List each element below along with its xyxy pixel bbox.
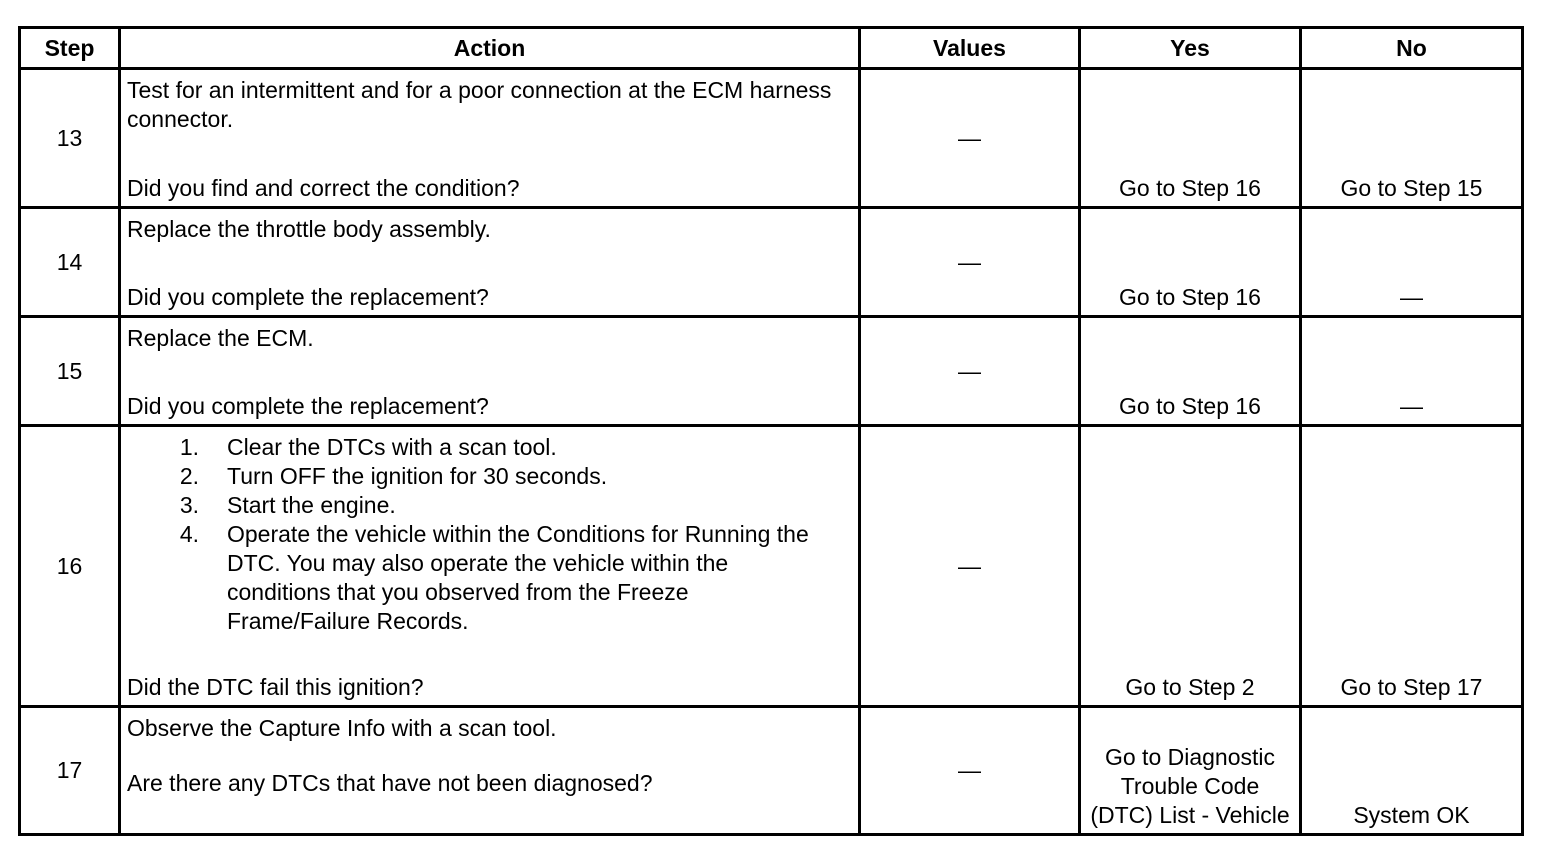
header-action: Action: [120, 28, 860, 69]
action-cell: [120, 426, 860, 707]
table-row: [20, 707, 1523, 835]
action-question: Did you find and correct the condition?: [127, 175, 520, 201]
values-cell: —: [860, 426, 1080, 707]
yes-cell: Go to Step 16: [1080, 69, 1301, 208]
step-number: 13: [20, 69, 120, 208]
list-item-number: 4.: [179, 521, 199, 547]
values-cell: —: [860, 707, 1080, 835]
yes-cell: Go to Step 2: [1080, 426, 1301, 707]
action-text: Test for an intermittent and for a poor connection at the ECM harness connector.: [127, 77, 832, 132]
action-text: Replace the ECM.: [127, 325, 314, 351]
no-cell: Go to Step 17: [1301, 426, 1523, 707]
action-cell: [120, 69, 860, 208]
list-item: [127, 520, 852, 636]
step-number: 15: [20, 317, 120, 426]
header-no: No: [1301, 28, 1523, 69]
header-values: Values: [860, 28, 1080, 69]
yes-cell: Go to Step 16: [1080, 208, 1301, 317]
action-cell: [120, 317, 860, 426]
table-row: [20, 317, 1523, 426]
list-item-text: Operate the vehicle within the Conditions for Running the DTC. You may also operate the vehicle within the conditions that you observed from the Freeze Frame/Failure Records.: [227, 521, 809, 634]
table-row: [20, 426, 1523, 707]
no-cell: Go to Step 15: [1301, 69, 1523, 208]
action-question: Did you complete the replacement?: [127, 393, 489, 419]
values-cell: —: [860, 317, 1080, 426]
list-item-number: 3.: [179, 492, 199, 518]
step-number: 17: [20, 707, 120, 835]
no-cell: System OK: [1301, 707, 1523, 835]
list-item-text: Turn OFF the ignition for 30 seconds.: [227, 463, 608, 489]
table-row: [20, 208, 1523, 317]
action-list: [127, 433, 852, 636]
diagnostic-table-sheet: [18, 26, 1521, 836]
step-number: 16: [20, 426, 120, 707]
no-cell: —: [1301, 317, 1523, 426]
list-item-text: Start the engine.: [227, 492, 396, 518]
action-question: Are there any DTCs that have not been diagnosed?: [127, 770, 653, 796]
no-cell: —: [1301, 208, 1523, 317]
table-row: [20, 69, 1523, 208]
list-item-text: Clear the DTCs with a scan tool.: [227, 434, 557, 460]
list-item-number: 1.: [179, 434, 199, 460]
diagnostic-steps-table: [18, 26, 1524, 836]
yes-cell: Go to Step 16: [1080, 317, 1301, 426]
header-yes: Yes: [1080, 28, 1301, 69]
list-item-number: 2.: [179, 463, 199, 489]
header-row: [20, 28, 1523, 69]
yes-cell: Go to Diagnostic Trouble Code (DTC) List - Vehicle: [1080, 707, 1301, 835]
list-item: [127, 462, 852, 491]
action-text: Observe the Capture Info with a scan tool.: [127, 715, 557, 741]
values-cell: —: [860, 208, 1080, 317]
values-cell: —: [860, 69, 1080, 208]
header-step: Step: [20, 28, 120, 69]
action-question: Did you complete the replacement?: [127, 284, 489, 310]
action-question: Did the DTC fail this ignition?: [127, 674, 424, 700]
list-item: [127, 491, 852, 520]
list-item: [127, 433, 852, 462]
action-cell: [120, 707, 860, 835]
action-cell: [120, 208, 860, 317]
action-text: Replace the throttle body assembly.: [127, 216, 491, 242]
step-number: 14: [20, 208, 120, 317]
